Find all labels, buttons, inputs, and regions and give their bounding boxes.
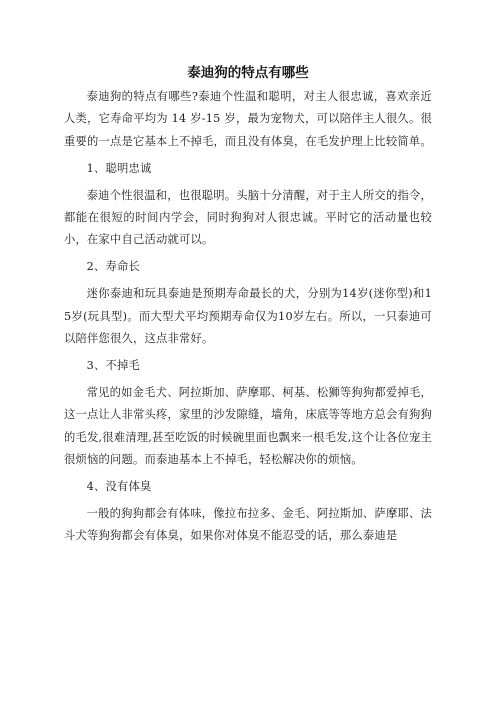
- section-heading-4: 4、没有体臭: [86, 480, 152, 493]
- document-page: [64, 60, 432, 552]
- intro-paragraph: 泰迪狗的特点有哪些?泰迪个性温和聪明，对主人很忠诚，喜欢亲近人类，它寿命平均为 14 岁-15 岁，最为宠物犬，可以陪伴主人很久。很重要的一点是它基本上不掉毛，而且没有体臭，在毛发护理上比较简单。: [64, 90, 432, 148]
- section-heading-1: 1、聪明忠诚: [86, 161, 152, 175]
- section-heading-2: 2、寿命长: [86, 260, 140, 274]
- section-body-3: 常见的如金毛犬、阿拉斯加、萨摩耶、柯基、松狮等狗狗都爱掉毛，这一点让人非常头疼，家里的沙发隙缝，墙角，床底等等地方总会有狗狗的毛发,很难清理,甚至吃饭的时候碗里面也飘来一根毛发,这个让各位宠主很烦恼的问题。而泰迪基本上不掉毛，轻松解决你的烦恼。: [64, 385, 432, 467]
- document-title: 泰迪狗的特点有哪些: [187, 65, 309, 81]
- section-heading-3: 3、不掉毛: [86, 358, 140, 372]
- section-body-4: 一般的狗狗都会有体味，像拉布拉多、金毛、阿拉斯加、萨摩耶、法斗犬等狗狗都会有体臭，如果你对体臭不能忍受的话，那么泰迪是: [64, 506, 432, 543]
- section-body-2: 迷你泰迪和玩具泰迪是预期寿命最长的犬，分别为14岁(迷你型)和15岁(玩具型)。而大型犬平均预期寿命仅为10岁左右。所以，一只泰迪可以陪伴您很久，这点非常好。: [64, 287, 432, 346]
- section-body-1: 泰迪个性很温和，也很聪明。头脑十分清醒，对于主人所交的指令，都能在很短的时间内学会，同时狗狗对人很忠诚。平时它的活动量也较小，在家中自己活动就可以。: [64, 188, 432, 247]
